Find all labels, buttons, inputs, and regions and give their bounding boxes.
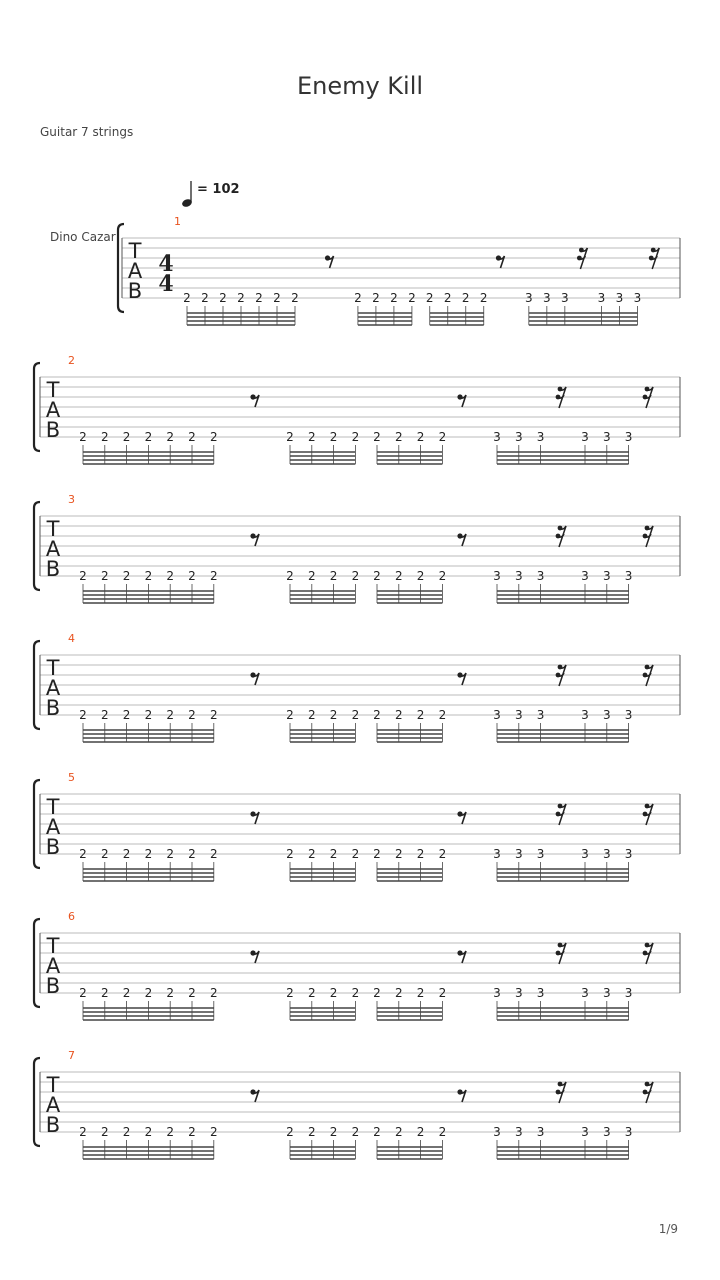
fret-number: 2 xyxy=(237,291,245,305)
fret-number: 2 xyxy=(188,430,196,444)
fret-number: 2 xyxy=(291,291,299,305)
time-signature-top: 4 xyxy=(158,251,174,277)
system-bracket xyxy=(34,641,40,729)
fret-number: 3 xyxy=(615,291,624,305)
fret-number: 2 xyxy=(329,708,338,722)
fret-number: 2 xyxy=(425,291,434,305)
fret-number: 2 xyxy=(122,986,131,1000)
tab-clef-b: B xyxy=(45,418,61,442)
fret-number: 3 xyxy=(536,569,545,583)
fret-number: 2 xyxy=(273,291,281,305)
fret-number: 2 xyxy=(307,708,316,722)
fret-number: 2 xyxy=(255,291,263,305)
fret-number: 2 xyxy=(166,1125,175,1139)
fret-number: 2 xyxy=(351,986,360,1000)
fret-number: 2 xyxy=(144,986,153,1000)
tab-clef-t: T xyxy=(46,795,60,819)
fret-number: 2 xyxy=(144,569,153,583)
fret-number: 2 xyxy=(122,1125,131,1139)
fret-number: 3 xyxy=(597,291,606,305)
fret-number: 3 xyxy=(514,1125,523,1139)
fret-number: 2 xyxy=(100,708,109,722)
fret-number: 2 xyxy=(329,986,338,1000)
fret-number: 2 xyxy=(307,430,316,444)
fret-number: 2 xyxy=(100,430,109,444)
page-indicator: 1/9 xyxy=(658,1222,678,1236)
fret-number: 2 xyxy=(461,291,470,305)
fret-number: 2 xyxy=(416,430,425,444)
fret-number: 3 xyxy=(536,430,545,444)
fret-number: 3 xyxy=(493,1125,501,1139)
fret-number: 2 xyxy=(122,708,131,722)
fret-number: 3 xyxy=(581,847,589,861)
fret-number: 2 xyxy=(372,291,380,305)
fret-number: 2 xyxy=(188,1125,196,1139)
fret-number: 3 xyxy=(536,1125,545,1139)
fret-number: 2 xyxy=(79,708,87,722)
tab-system xyxy=(34,771,680,881)
fret-number: 2 xyxy=(122,847,131,861)
fret-number: 3 xyxy=(493,708,501,722)
tempo-marking xyxy=(181,181,239,208)
song-title: Enemy Kill xyxy=(296,72,424,100)
fret-number: 2 xyxy=(286,708,294,722)
fret-number: 2 xyxy=(286,1125,294,1139)
tab-clef-a: A xyxy=(45,954,61,978)
fret-number: 2 xyxy=(351,847,360,861)
fret-number: 2 xyxy=(188,569,196,583)
time-signature-bottom: 4 xyxy=(158,271,174,297)
fret-number: 3 xyxy=(581,986,589,1000)
fret-number: 3 xyxy=(493,569,501,583)
fret-number: 2 xyxy=(394,986,403,1000)
fret-number: 3 xyxy=(514,986,523,1000)
fret-number: 2 xyxy=(351,1125,360,1139)
fret-number: 3 xyxy=(536,986,545,1000)
tab-clef-b: B xyxy=(45,1113,61,1137)
fret-number: 2 xyxy=(100,986,109,1000)
tab-clef-t: T xyxy=(46,378,60,402)
fret-number: 2 xyxy=(394,847,403,861)
fret-number: 2 xyxy=(144,708,153,722)
measure-number: 6 xyxy=(68,910,75,923)
fret-number: 2 xyxy=(390,291,398,305)
tab-clef-t: T xyxy=(46,656,60,680)
fret-number: 2 xyxy=(183,291,191,305)
measure-number: 1 xyxy=(174,215,181,228)
fret-number: 2 xyxy=(209,708,218,722)
fret-number: 2 xyxy=(307,1125,316,1139)
fret-number: 3 xyxy=(624,708,633,722)
fret-number: 3 xyxy=(602,708,611,722)
fret-number: 2 xyxy=(394,569,403,583)
fret-number: 2 xyxy=(122,430,131,444)
fret-number: 3 xyxy=(493,430,501,444)
fret-number: 2 xyxy=(209,569,218,583)
fret-number: 3 xyxy=(624,986,633,1000)
fret-number: 3 xyxy=(514,847,523,861)
fret-number: 2 xyxy=(438,569,447,583)
tab-system xyxy=(34,632,680,742)
tab-system xyxy=(34,354,680,464)
tab-clef-a: A xyxy=(45,815,61,839)
fret-number: 2 xyxy=(286,986,294,1000)
fret-number: 2 xyxy=(209,430,218,444)
fret-number: 3 xyxy=(602,430,611,444)
fret-number: 2 xyxy=(351,430,360,444)
fret-number: 2 xyxy=(307,569,316,583)
system-bracket xyxy=(34,1058,40,1146)
fret-number: 2 xyxy=(307,986,316,1000)
fret-number: 2 xyxy=(166,847,175,861)
measure-number: 7 xyxy=(68,1049,75,1062)
fret-number: 2 xyxy=(286,569,294,583)
tab-clef-b: B xyxy=(45,557,61,581)
fret-number: 2 xyxy=(329,847,338,861)
fret-number: 3 xyxy=(493,986,501,1000)
fret-number: 2 xyxy=(394,430,403,444)
tab-clef-t: T xyxy=(46,934,60,958)
track-name: Dino Cazar xyxy=(50,230,116,244)
fret-number: 2 xyxy=(351,708,360,722)
measure-number: 5 xyxy=(68,771,75,784)
fret-number: 3 xyxy=(624,430,633,444)
fret-number: 2 xyxy=(122,569,131,583)
fret-number: 2 xyxy=(166,430,175,444)
measure-number: 2 xyxy=(68,354,75,367)
tab-clef-t: T xyxy=(46,1073,60,1097)
fret-number: 2 xyxy=(373,1125,381,1139)
fret-number: 2 xyxy=(144,430,153,444)
system-bracket xyxy=(34,919,40,1007)
fret-number: 3 xyxy=(602,569,611,583)
fret-number: 2 xyxy=(416,569,425,583)
fret-number: 2 xyxy=(438,708,447,722)
tab-clef-b: B xyxy=(127,279,143,303)
fret-number: 2 xyxy=(373,986,381,1000)
fret-number: 3 xyxy=(493,847,501,861)
fret-number: 2 xyxy=(188,986,196,1000)
fret-number: 2 xyxy=(416,986,425,1000)
fret-number: 3 xyxy=(536,847,545,861)
fret-number: 2 xyxy=(100,1125,109,1139)
fret-number: 3 xyxy=(514,569,523,583)
fret-number: 3 xyxy=(561,291,569,305)
fret-number: 3 xyxy=(633,291,642,305)
fret-number: 2 xyxy=(394,708,403,722)
fret-number: 2 xyxy=(79,986,87,1000)
fret-number: 2 xyxy=(100,569,109,583)
tab-clef-t: T xyxy=(128,239,142,263)
system-bracket xyxy=(34,780,40,868)
fret-number: 2 xyxy=(354,291,362,305)
fret-number: 2 xyxy=(219,291,227,305)
tab-clef-a: A xyxy=(127,259,143,283)
fret-number: 2 xyxy=(286,430,294,444)
fret-number: 3 xyxy=(602,986,611,1000)
fret-number: 2 xyxy=(166,986,175,1000)
fret-number: 3 xyxy=(581,1125,589,1139)
fret-number: 2 xyxy=(79,569,87,583)
measure-number: 4 xyxy=(68,632,75,645)
fret-number: 2 xyxy=(394,1125,403,1139)
fret-number: 2 xyxy=(416,1125,425,1139)
fret-number: 3 xyxy=(543,291,551,305)
system-bracket xyxy=(34,363,40,451)
fret-number: 2 xyxy=(438,1125,447,1139)
fret-number: 3 xyxy=(514,430,523,444)
fret-number: 2 xyxy=(79,847,87,861)
fret-number: 2 xyxy=(144,1125,153,1139)
tab-system xyxy=(34,1049,680,1159)
fret-number: 2 xyxy=(373,430,381,444)
fret-number: 2 xyxy=(416,847,425,861)
fret-number: 2 xyxy=(329,569,338,583)
fret-number: 2 xyxy=(329,430,338,444)
fret-number: 2 xyxy=(443,291,452,305)
tab-clef-b: B xyxy=(45,696,61,720)
fret-number: 3 xyxy=(525,291,533,305)
fret-number: 2 xyxy=(438,430,447,444)
tab-system xyxy=(34,493,680,603)
tab-clef-a: A xyxy=(45,398,61,422)
tab-system xyxy=(50,181,680,325)
fret-number: 2 xyxy=(100,847,109,861)
fret-number: 2 xyxy=(144,847,153,861)
fret-number: 2 xyxy=(438,986,447,1000)
fret-number: 2 xyxy=(209,847,218,861)
tab-clef-a: A xyxy=(45,537,61,561)
fret-number: 2 xyxy=(329,1125,338,1139)
fret-number: 2 xyxy=(201,291,209,305)
fret-number: 2 xyxy=(438,847,447,861)
fret-number: 2 xyxy=(373,569,381,583)
fret-number: 3 xyxy=(602,847,611,861)
measure-number: 3 xyxy=(68,493,75,506)
tempo-value: = 102 xyxy=(197,182,240,197)
fret-number: 2 xyxy=(351,569,360,583)
fret-number: 2 xyxy=(307,847,316,861)
fret-number: 2 xyxy=(416,708,425,722)
fret-number: 2 xyxy=(188,847,196,861)
fret-number: 2 xyxy=(79,1125,87,1139)
fret-number: 2 xyxy=(373,708,381,722)
tab-system xyxy=(34,910,680,1020)
fret-number: 3 xyxy=(514,708,523,722)
fret-number: 2 xyxy=(408,291,416,305)
fret-number: 3 xyxy=(581,569,589,583)
fret-number: 2 xyxy=(166,708,175,722)
tab-clef-t: T xyxy=(46,517,60,541)
fret-number: 2 xyxy=(209,1125,218,1139)
instrument-label: Guitar 7 strings xyxy=(40,125,134,139)
fret-number: 2 xyxy=(286,847,294,861)
fret-number: 2 xyxy=(373,847,381,861)
fret-number: 2 xyxy=(79,430,87,444)
tab-clef-a: A xyxy=(45,1093,61,1117)
system-bracket xyxy=(34,502,40,590)
fret-number: 3 xyxy=(536,708,545,722)
tab-clef-b: B xyxy=(45,835,61,859)
fret-number: 2 xyxy=(166,569,175,583)
fret-number: 3 xyxy=(624,847,633,861)
tab-clef-b: B xyxy=(45,974,61,998)
fret-number: 3 xyxy=(624,1125,633,1139)
fret-number: 3 xyxy=(602,1125,611,1139)
fret-number: 3 xyxy=(624,569,633,583)
fret-number: 2 xyxy=(209,986,218,1000)
fret-number: 3 xyxy=(581,708,589,722)
fret-number: 3 xyxy=(581,430,589,444)
tab-clef-a: A xyxy=(45,676,61,700)
fret-number: 2 xyxy=(479,291,488,305)
fret-number: 2 xyxy=(188,708,196,722)
